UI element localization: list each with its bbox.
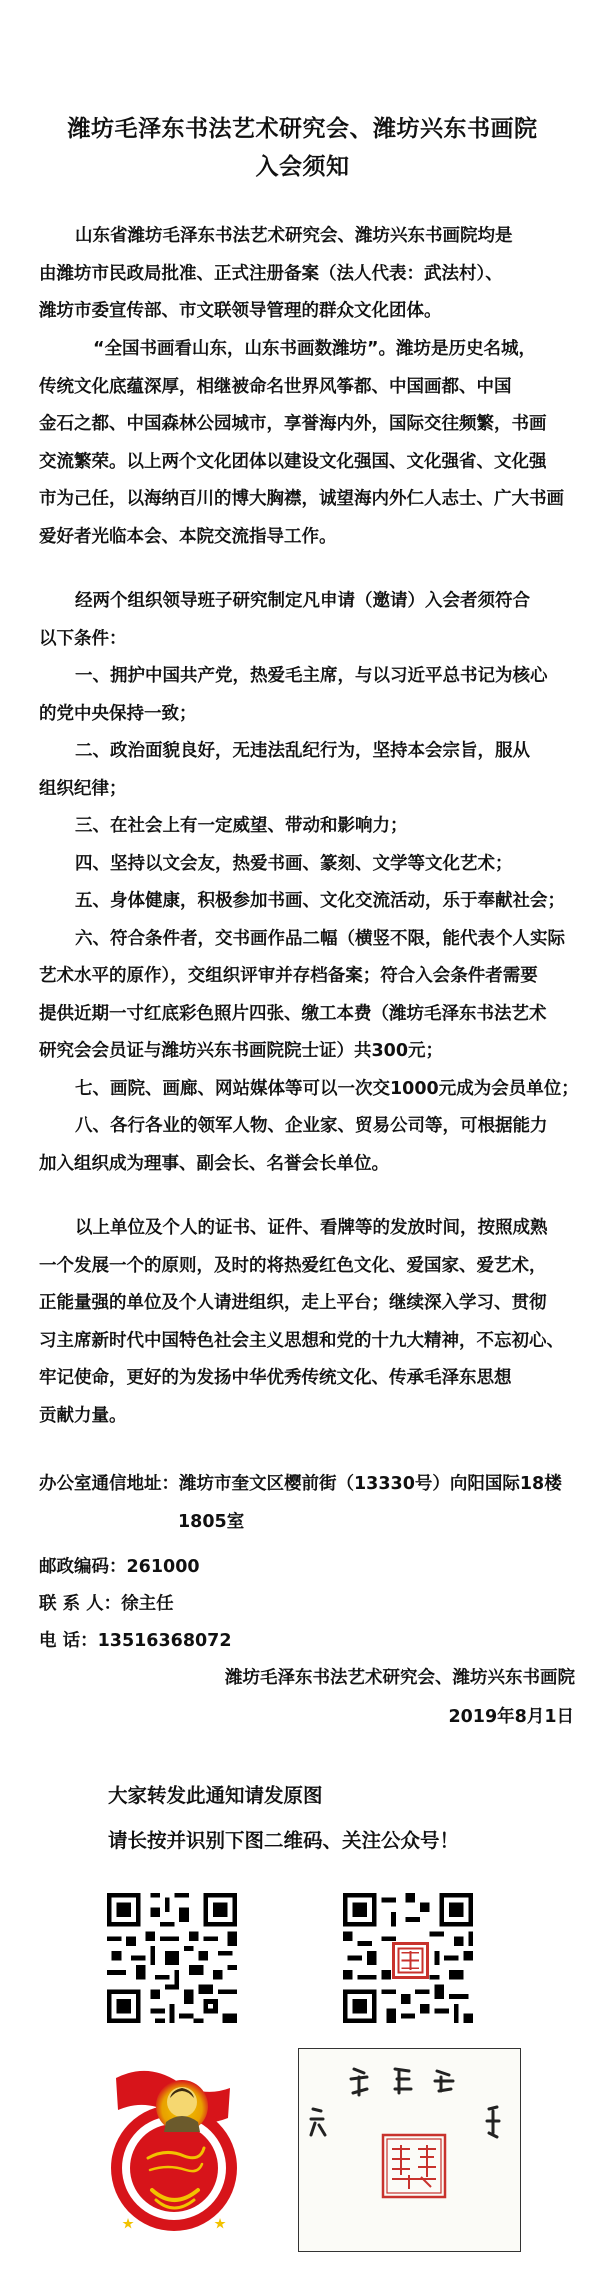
red-flag-badge-icon	[108, 2040, 238, 2245]
conditions-list	[39, 658, 579, 1183]
office-address-room: 1805室	[178, 1512, 245, 1532]
closing-line: 习主席新时代中国特色社会主义思想和党的十九大精神，不忘初心、	[39, 1330, 564, 1351]
background-line: 交流繁荣。以上两个文化团体以建设文化强国、文化强省、文化强	[39, 451, 547, 472]
office-address: 办公室通信地址：潍坊市奎文区樱前街（13330号）向阳国际18楼	[39, 1474, 562, 1494]
closing-line: 以上单位及个人的证书、证件、看牌等的发放时间，按照成熟	[75, 1218, 548, 1238]
condition-line: 一、拥护中国共产党，热爱毛主席，与以习近平总书记为核心	[75, 666, 548, 686]
condition-line: 的党中央保持一致；	[39, 703, 197, 724]
signature-date: 2019年8月1日	[448, 1707, 574, 1727]
intro-paragraph	[39, 218, 574, 331]
qr-code-icon	[102, 1888, 242, 2028]
condition-line: 六、符合条件者，交书画作品二幅（横竖不限，能代表个人实际	[75, 928, 565, 949]
conditions-intro	[39, 583, 574, 658]
closing-paragraph	[39, 1210, 574, 1435]
condition-line: 三、在社会上有一定威望、带动和影响力；	[75, 816, 408, 836]
condition-line: 五、身体健康，积极参加书画、文化交流活动，乐于奉献社会；	[75, 891, 565, 911]
conditions-intro-line: 以下条件：	[39, 628, 127, 649]
qr-code-right[interactable]	[338, 1888, 478, 2028]
calligraphy-seal-icon	[299, 2049, 519, 2250]
calligraphy-plaque	[298, 2048, 521, 2252]
closing-line: 正能量强的单位及个人请进组织，走上平台；继续深入学习、贯彻	[39, 1293, 547, 1313]
background-paragraph	[39, 331, 574, 556]
condition-line: 四、坚持以文会友，热爱书画、篆刻、文学等文化艺术；	[75, 853, 513, 874]
condition-line: 二、政治面貌良好，无违法乱纪行为，坚持本会宗旨，服从	[75, 741, 530, 761]
closing-line: 牢记使命，更好的为发扬中华优秀传统文化、传承毛泽东思想	[39, 1368, 512, 1388]
qr-code-icon	[338, 1888, 478, 2028]
share-notice-line: 请长按并识别下图二维码、关注公众号！	[108, 1829, 460, 1852]
background-line: 金石之都、中国森林公园城市，享誉海内外，国际交往频繁，书画	[39, 414, 547, 434]
condition-line: 提供近期一寸红底彩色照片四张、缴工本费（潍坊毛泽东书法艺术	[39, 1003, 547, 1024]
intro-line: 潍坊市委宣传部、市文联领导管理的群众文化团体。	[39, 301, 442, 321]
background-line: 爱好者光临本会、本院交流指导工作。	[39, 526, 337, 547]
page-title: 潍坊毛泽东书法艺术研究会、潍坊兴东书画院	[67, 116, 538, 142]
condition-line: 七、画院、画廊、网站媒体等可以一次交1000元成为会员单位；	[75, 1078, 579, 1099]
closing-line: 一个发展一个的原则，及时的将热爱红色文化、爱国家、爱艺术，	[39, 1255, 547, 1276]
qr-code-left[interactable]	[102, 1888, 242, 2028]
postcode: 邮政编码：261000	[39, 1557, 200, 1577]
closing-line: 贡献力量。	[39, 1405, 127, 1426]
conditions-intro-line: 经两个组织领导班子研究制定凡申请（邀请）入会者须符合	[75, 591, 530, 611]
signature-org: 潍坊毛泽东书法艺术研究会、潍坊兴东书画院	[225, 1668, 575, 1688]
condition-line: 八、各行各业的领军人物、企业家、贸易公司等，可根据能力	[75, 1116, 548, 1136]
condition-line: 研究会会员证与潍坊兴东书画院院士证）共300元；	[39, 1041, 444, 1061]
background-line: “全国书画看山东，山东书画数潍坊”。潍坊是历史名城，	[93, 339, 537, 359]
share-notice-line: 大家转发此通知请发原图	[108, 1784, 323, 1807]
intro-line: 山东省潍坊毛泽东书法艺术研究会、潍坊兴东书画院均是	[75, 226, 513, 246]
contact-phone: 电 话：13516368072	[39, 1631, 232, 1651]
contact-person: 联 系 人：徐主任	[39, 1594, 174, 1614]
condition-line: 组织纪律；	[39, 778, 127, 799]
background-line: 市为己任，以海纳百川的博大胸襟，诚望海内外仁人志士、广大书画	[39, 489, 564, 509]
intro-line: 由潍坊市民政局批准、正式注册备案（法人代表：武法村）、	[39, 263, 503, 284]
page-subtitle: 入会须知	[255, 154, 350, 180]
condition-line: 艺术水平的原作），交组织评审并存档备案；符合入会条件者需要	[39, 966, 538, 986]
background-line: 传统文化底蕴深厚，相继被命名世界风筝都、中国画都、中国	[39, 376, 512, 397]
condition-line: 加入组织成为理事、副会长、名誉会长单位。	[39, 1153, 389, 1174]
society-logo	[108, 2040, 238, 2245]
